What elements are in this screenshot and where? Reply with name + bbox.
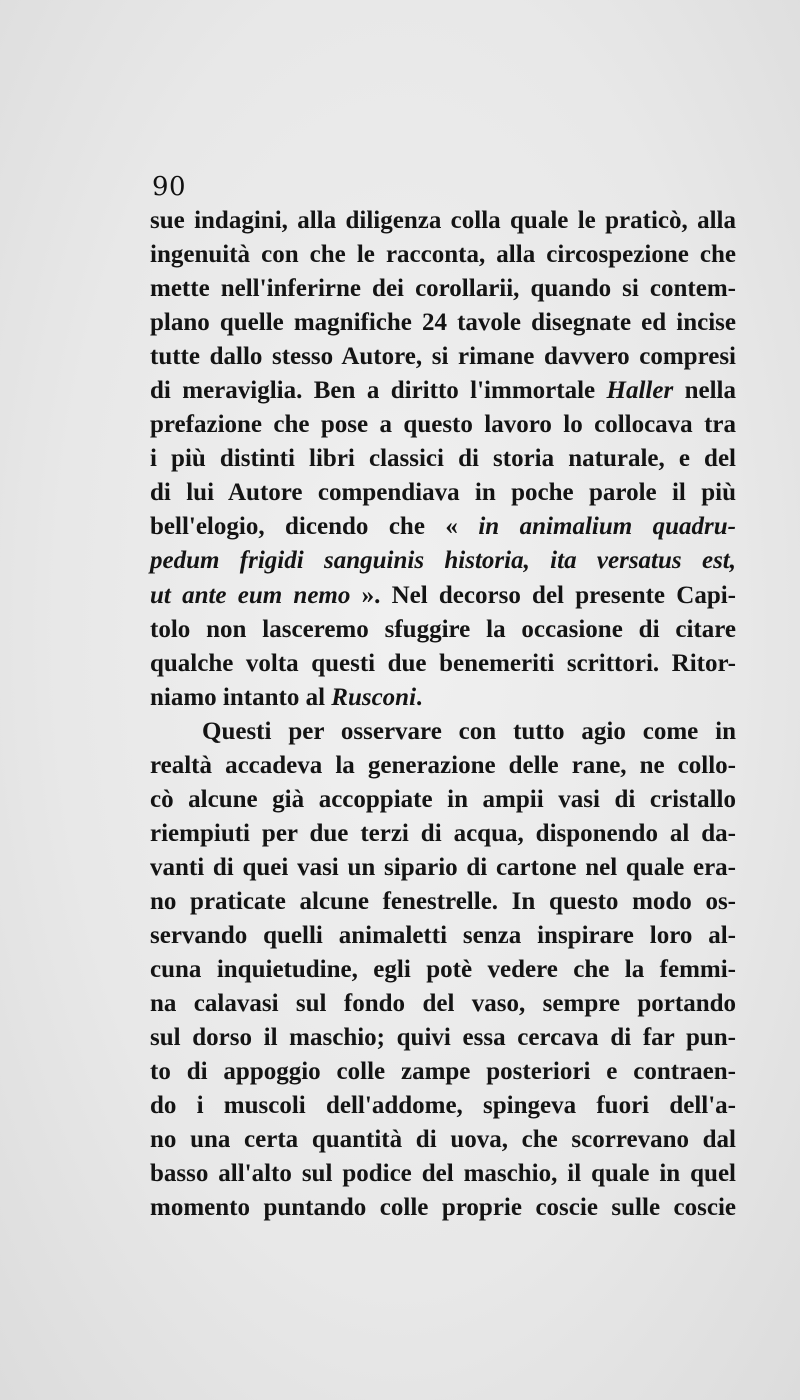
text-line-segment: do i muscoli dell'addome, spingeva fuori dell'a- — [150, 1092, 736, 1120]
text-line — [150, 374, 736, 408]
text-line — [150, 919, 736, 953]
italic-phrase: Rusconi — [331, 683, 417, 711]
italic-phrase: ut ante eum nemo — [150, 581, 351, 609]
text-line — [150, 851, 736, 885]
text-line — [150, 579, 736, 613]
page-number: 90 — [152, 172, 187, 202]
text-line — [150, 544, 736, 578]
text-line — [150, 476, 736, 510]
text-line — [150, 1157, 736, 1191]
text-line-segment: sul dorso il maschio; quivi essa cercava di far pun- — [150, 1024, 736, 1052]
text-line — [150, 715, 736, 749]
text-line — [150, 749, 736, 783]
body-text — [150, 204, 736, 1225]
text-line — [150, 306, 736, 340]
text-line — [150, 442, 736, 476]
text-line — [150, 204, 736, 238]
italic-phrase: pedum frigidi sanguinis historia, ita versatus est, — [150, 547, 736, 575]
text-line — [150, 817, 736, 851]
text-line — [150, 1055, 736, 1089]
text-line-segment: na calavasi sul fondo del vaso, sempre portando — [150, 990, 736, 1018]
text-line-segment: niamo intanto al — [150, 683, 332, 711]
text-line-segment: mette nell'inferirne dei corollarii, quando si contem- — [150, 275, 736, 303]
text-line-segment: realtà accadeva la generazione delle rane, ne collo- — [150, 751, 736, 779]
text-line — [150, 953, 736, 987]
text-line — [150, 681, 736, 715]
text-line-segment: ». Nel decorso del presente Capi- — [350, 581, 736, 609]
text-line-segment: cò alcune già accoppiate in ampii vasi di cristallo — [150, 785, 736, 813]
text-line-segment: bell'elogio, dicendo che « — [150, 513, 479, 541]
text-line-segment: plano quelle magnifiche 24 tavole disegnate ed incise — [150, 309, 736, 337]
text-line — [150, 647, 736, 681]
text-line-segment: di meraviglia. Ben a diritto l'immortale — [150, 377, 607, 405]
text-line-segment: nella — [673, 377, 736, 405]
text-line-segment: . — [416, 683, 423, 711]
text-line-segment: tutte dallo stesso Autore, si rimane davvero compresi — [150, 343, 736, 371]
text-line — [150, 613, 736, 647]
italic-phrase: in animalium quadru- — [478, 513, 736, 541]
text-line — [150, 238, 736, 272]
text-line-segment: ingenuità con che le racconta, alla circospezione che — [150, 241, 736, 269]
text-line-segment: sue indagini, alla diligenza colla quale le praticò, alla — [150, 207, 736, 234]
text-line — [150, 1021, 736, 1055]
text-line-segment: qualche volta questi due benemeriti scrittori. Ritor- — [150, 649, 736, 677]
text-line — [150, 408, 736, 442]
text-line-segment: to di appoggio colle zampe posteriori e contraen- — [150, 1058, 736, 1086]
text-line-segment: no una certa quantità di uova, che scorrevano dal — [150, 1126, 736, 1154]
text-line — [150, 1089, 736, 1123]
text-line-segment: servando quelli animaletti senza inspirare loro al- — [150, 921, 736, 949]
text-line — [150, 885, 736, 919]
text-line-segment: vanti di quei vasi un sipario di cartone nel quale era- — [150, 853, 736, 881]
text-line-segment: cuna inquietudine, egli potè vedere che la femmi- — [150, 956, 736, 984]
text-line — [150, 340, 736, 374]
text-line-segment: di lui Autore compendiava in poche parole il più — [150, 479, 736, 507]
text-line — [150, 783, 736, 817]
text-line — [150, 1191, 736, 1225]
text-line-segment: riempiuti per due terzi di acqua, disponendo al da- — [150, 819, 736, 847]
text-line-segment: tolo non lasceremo sfuggire la occasione di citare — [150, 615, 736, 643]
text-line-segment: no praticate alcune fenestrelle. In questo modo os- — [150, 887, 736, 915]
text-line-segment: i più distinti libri classici di storia naturale, e del — [150, 445, 736, 473]
text-line-segment: prefazione che pose a questo lavoro lo collocava tra — [150, 411, 736, 439]
text-line — [150, 987, 736, 1021]
text-line-segment: momento puntando colle proprie coscie sulle coscie — [150, 1194, 736, 1222]
text-line-segment: Questi per osservare con tutto agio come in — [202, 717, 736, 745]
text-line — [150, 1123, 736, 1157]
text-line-segment: basso all'alto sul podice del maschio, il quale in quel — [150, 1160, 736, 1188]
text-line — [150, 510, 736, 544]
text-line — [150, 272, 736, 306]
italic-phrase: Haller — [606, 377, 674, 405]
